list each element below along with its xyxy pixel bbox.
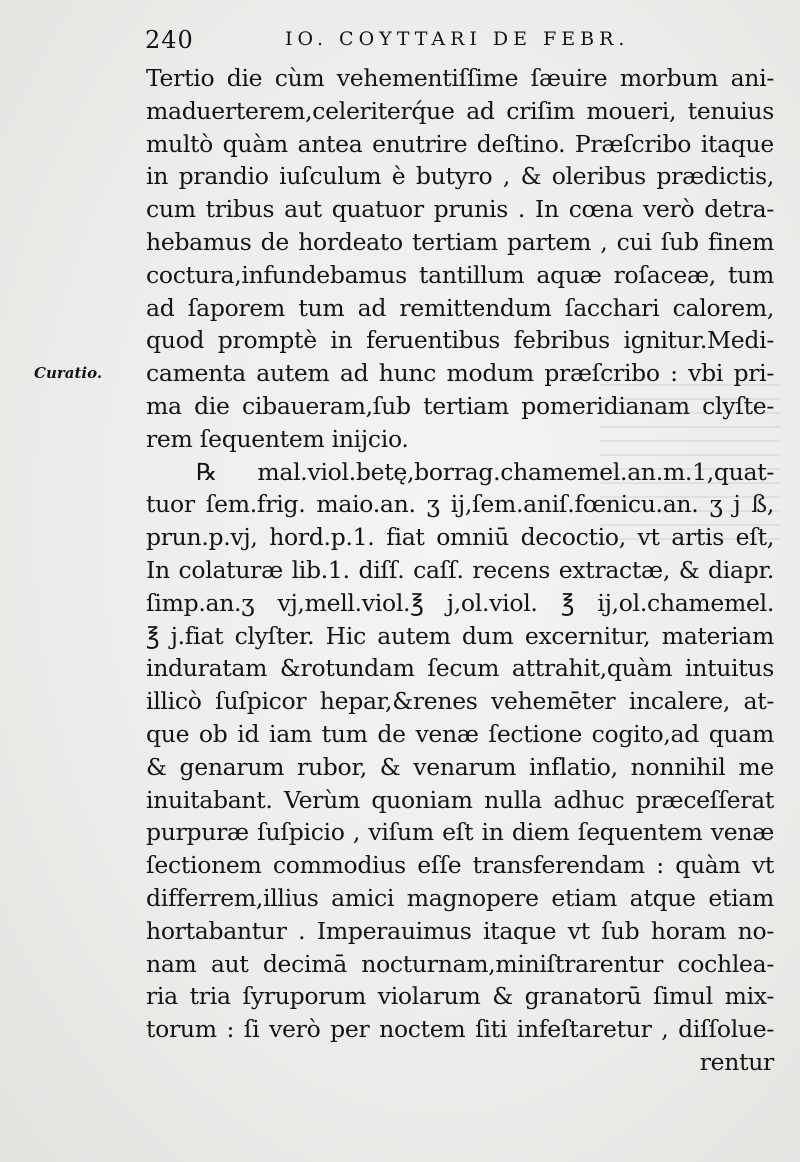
text-line: coctura,infundebamus tantillum aquæ roſaceæ, tum (146, 260, 774, 289)
body-text (146, 62, 774, 1079)
text-line: hortabantur . Imperauimus itaque vt ſub horam no- (146, 916, 774, 945)
text-line: illicò ſuſpicor hepar,&renes vehemēter incalere, at- (146, 687, 774, 716)
text-line: multò quàm antea enutrire deſtino. Præſcribo itaque (146, 129, 774, 158)
text-line: hebamus de hordeato tertiam partem , cui ſub finem (146, 227, 774, 256)
text-line: inuitabant. Verùm quoniam nulla adhuc præceſſerat (146, 785, 774, 814)
recipe-line: ℞ mal.viol.betę,borrag.chamemel.an.m.1,quat- (196, 457, 774, 486)
text-line: nam aut decimā nocturnam,miniſtrarentur cochlea- (146, 949, 774, 978)
page-number: 240 (145, 26, 194, 54)
text-line: Tertio die cùm vehementiſſime ſæuire morbum ani- (146, 64, 774, 92)
text-line: differrem,illius amici magnopere etiam atque etiam (146, 883, 774, 912)
text-line: tuor ſem.frig. maio.an. ʒ ij,ſem.aniſ.fœnicu.an. ʒ j ß, (146, 490, 774, 519)
text-line: ria tria ſyruporum violarum & granatorū ſimul mix- (146, 982, 774, 1011)
catchword: rentur (699, 1047, 774, 1076)
text-line: purpuræ ſuſpicio , viſum eſt in diem ſequentem venæ (146, 818, 774, 847)
page-header (145, 26, 775, 56)
margin-note: Curatio. (34, 364, 103, 382)
text-line: ſimp.an.ʒ vj,mell.viol.℥ j,ol.viol. ℥ ij,ol.chamemel. (146, 588, 774, 617)
text-line: rem ſequentem inijcio. (146, 424, 409, 453)
text-line: quod promptè in feruentibus febribus ignitur.Medi- (146, 326, 774, 355)
text-line: torum : ſi verò per noctem ſiti infeſtaretur , diſſolue- (146, 1015, 774, 1044)
text-line: maduerterem,celeriterq́ue ad criſim moueri, tenuius (146, 96, 774, 125)
text-line: & genarum rubor, & venarum inflatio, nonnihil me (146, 752, 774, 781)
text-line: in prandio iuſculum è butyro , & oleribus prædictis, (146, 162, 774, 191)
text-line: induratam &rotundam ſecum attrahit,quàm intuitus (146, 654, 774, 683)
text-line: ma die cibaueram,ſub tertiam pomeridianam clyſte- (146, 391, 774, 420)
text-line: camenta autem ad hunc modum præſcribo : vbi pri- (146, 359, 774, 388)
text-line: ad ſaporem tum ad remittendum ſacchari calorem, (146, 293, 774, 322)
text-line: prun.p.vj, hord.p.1. fiat omniū decoctio, vt artis eſt, (146, 523, 774, 552)
text-line: que ob id iam tum de venæ ſectione cogito,ad quam (146, 719, 774, 748)
running-head: IO. COYTTARI DE FEBR. (285, 28, 630, 50)
text-line: In colaturæ lib.1. diſſ. caſſ. recens extractæ, & diapr. (146, 555, 774, 584)
text-line: ℥ j.fiat clyſter. Hic autem dum excernitur, materiam (146, 621, 774, 650)
text-line: cum tribus aut quatuor prunis . In cœna verò detra- (146, 195, 774, 224)
text-line: ſectionem commodius eſſe transferendam : quàm vt (146, 851, 774, 880)
